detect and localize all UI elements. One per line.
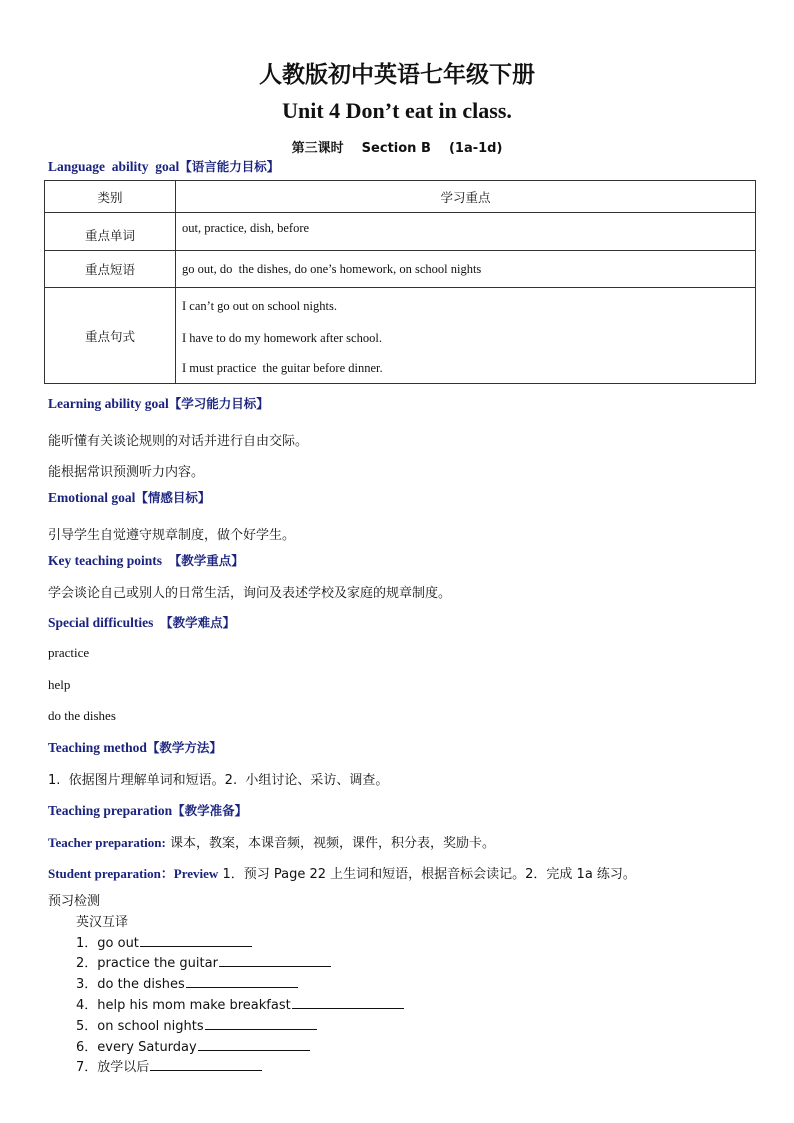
page-title: 人教版初中英语七年级下册: [259, 62, 535, 88]
learning-goal-item: 能根据常识预测听力内容。: [48, 465, 205, 480]
table-header-row: [45, 181, 756, 213]
preparation-zh: 【教学准备】: [172, 803, 248, 818]
table-cell-content: out, practice, dish, before: [176, 213, 756, 251]
exercise-text: 1．go out: [76, 936, 139, 951]
difficulty-item: do the dishes: [48, 708, 116, 723]
exercise-item: [76, 994, 404, 1013]
language-goal-heading: [48, 157, 279, 175]
exercise-item: [76, 1015, 317, 1034]
exercise-item: [76, 952, 331, 971]
learning-goal-en: Learning ability goal: [48, 396, 169, 411]
language-goal-zh: 【语言能力目标】: [179, 159, 280, 174]
preparation-heading: [48, 801, 247, 819]
answer-blank[interactable]: [150, 1058, 262, 1071]
answer-blank[interactable]: [186, 975, 298, 988]
language-goal-en: Language ability goal: [48, 159, 180, 174]
emotional-goal-item: 引导学生自觉遵守规章制度，做个好学生。: [48, 528, 296, 543]
exercise-item: [76, 1056, 262, 1075]
exercise-item: [76, 973, 298, 992]
learning-goal-heading: [48, 394, 269, 412]
difficulties-heading: [48, 613, 235, 631]
table-cell-category: 重点短语: [45, 251, 176, 288]
difficulties-en: Special difficulties: [48, 615, 161, 630]
learning-goal-zh: 【学习能力目标】: [168, 396, 269, 411]
exercise-text: 4．help his mom make breakfast: [76, 998, 291, 1013]
method-zh: 【教学方法】: [146, 740, 222, 755]
table-header-focus: 学习重点: [176, 181, 756, 213]
key-points-en: Key teaching points: [48, 553, 169, 568]
student-preparation: [48, 863, 636, 882]
exercise-text: 5．on school nights: [76, 1019, 204, 1034]
lesson-info: 第三课时 Section B (1a-1d): [291, 141, 503, 156]
answer-blank[interactable]: [205, 1017, 317, 1030]
answer-blank[interactable]: [219, 954, 331, 967]
teacher-preparation: [48, 832, 495, 851]
difficulty-item: help: [48, 677, 71, 692]
exercise-text: 3．do the dishes: [76, 977, 185, 992]
answer-blank[interactable]: [198, 1038, 310, 1051]
table-cell-category: 重点单词: [45, 213, 176, 251]
key-points-item: 学会谈论自己或别人的日常生活，询问及表述学校及家庭的规章制度。: [48, 586, 452, 601]
exercise-item: [76, 1036, 310, 1055]
table-row: [45, 251, 756, 288]
teacher-prep-text: 课本，教案，本课音频，视频，课件，积分表，奖励卡。: [169, 836, 495, 851]
emotional-goal-heading: [48, 488, 210, 506]
method-text: 1. 依据图片理解单词和短语。2. 小组讨论、采访、调查。: [48, 773, 389, 788]
teacher-prep-label: Teacher preparation:: [48, 835, 166, 850]
method-heading: [48, 738, 222, 756]
method-en: Teaching method: [48, 740, 147, 755]
learning-goal-item: 能听懂有关谈论规则的对话并进行自由交际。: [48, 434, 309, 449]
table-row: [45, 213, 756, 251]
language-goal-table: [44, 180, 756, 384]
translate-title: 英汉互译: [76, 915, 129, 930]
answer-blank[interactable]: [140, 934, 252, 947]
table-cell-content: [176, 288, 756, 384]
exercise-text: 6．every Saturday: [76, 1040, 197, 1055]
key-points-heading: [48, 551, 244, 569]
unit-title: Unit 4 Don’t eat in class.: [282, 98, 512, 123]
key-sentence: I can’t go out on school nights.: [182, 298, 337, 313]
table-row: [45, 288, 756, 384]
table-cell-content: go out, do the dishes, do one’s homework, on school nights: [176, 251, 756, 288]
key-sentence: I must practice the guitar before dinner.: [182, 360, 383, 375]
table-cell-category: 重点句式: [45, 288, 176, 384]
exercise-text: 7．放学以后: [76, 1060, 150, 1075]
student-prep-label: Student preparation：Preview: [48, 866, 219, 881]
key-points-zh: 【教学重点】: [168, 553, 244, 568]
key-sentence: I have to do my homework after school.: [182, 330, 382, 345]
exercise-text: 2．practice the guitar: [76, 956, 218, 971]
table-header-category: 类别: [45, 181, 176, 213]
preparation-en: Teaching preparation: [48, 803, 173, 818]
preview-check: 预习检测: [48, 894, 101, 909]
difficulty-item: practice: [48, 645, 90, 660]
student-prep-text: 1．预习 Page 22 上生词和短语，根据音标会读记。2．完成 1a 练习。: [218, 867, 636, 882]
emotional-goal-zh: 【情感目标】: [135, 490, 211, 505]
emotional-goal-en: Emotional goal: [48, 490, 136, 505]
answer-blank[interactable]: [292, 996, 404, 1009]
exercise-item: [76, 932, 252, 951]
difficulties-zh: 【教学难点】: [160, 615, 236, 630]
